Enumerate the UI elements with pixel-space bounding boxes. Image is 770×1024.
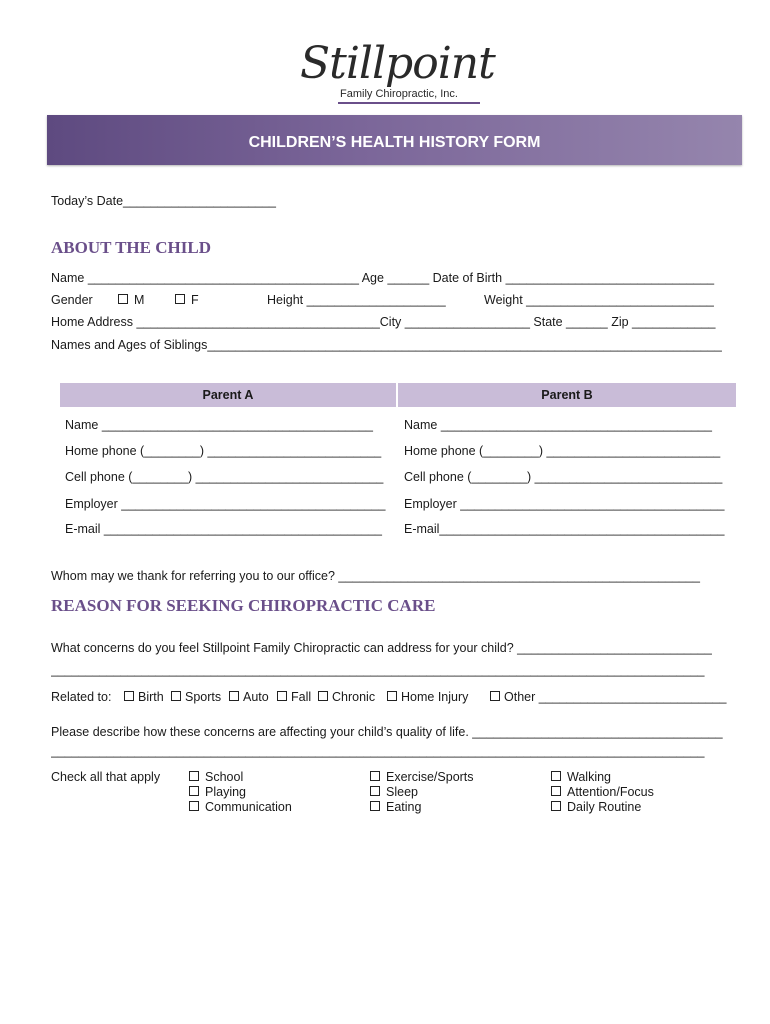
checkbox-icon[interactable] [171, 691, 181, 701]
parent-b-header: Parent B [398, 383, 736, 407]
related-sports-option[interactable]: Sports [171, 690, 221, 704]
checkbox-icon[interactable] [124, 691, 134, 701]
checkbox-icon[interactable] [370, 786, 380, 796]
check-column-2 [370, 770, 474, 815]
check-attention-focus-option[interactable]: Attention/Focus [551, 785, 654, 800]
check-sleep-option[interactable]: Sleep [370, 785, 474, 800]
logo-wordmark: Stillpoint [300, 38, 495, 89]
form-title-banner [47, 115, 742, 165]
gender-label: Gender [51, 293, 93, 307]
referral-field[interactable]: Whom may we thank for referring you to our office? ____________________________________________________ [51, 569, 700, 583]
height-field[interactable]: Height ____________________ [267, 293, 446, 307]
parent-b-name-field[interactable]: Name _______________________________________ [404, 418, 712, 432]
quality-of-life-field[interactable]: Please describe how these concerns are affecting your child’s quality of life. ____________________________________ [51, 725, 723, 739]
check-school-option[interactable]: School [189, 770, 292, 785]
siblings-field[interactable]: Names and Ages of Siblings__________________________________________________________________________ [51, 338, 722, 352]
checkbox-icon[interactable] [370, 801, 380, 811]
parent-b-cell-phone-field[interactable]: Cell phone (________) ___________________________ [404, 470, 723, 484]
concerns-field[interactable]: What concerns do you feel Stillpoint Family Chiropractic can address for your child? ____________________________ [51, 641, 712, 655]
checkbox-icon[interactable] [118, 294, 128, 304]
parent-a-name-field[interactable]: Name _______________________________________ [65, 418, 373, 432]
form-title: CHILDREN’S HEALTH HISTORY FORM [248, 134, 541, 151]
checkbox-icon[interactable] [318, 691, 328, 701]
related-to-label: Related to: [51, 690, 112, 704]
check-exercise-sports-option[interactable]: Exercise/Sports [370, 770, 474, 785]
parent-a-header: Parent A [60, 383, 396, 407]
parent-a-employer-field[interactable]: Employer ______________________________________ [65, 497, 386, 511]
checkbox-icon[interactable] [189, 786, 199, 796]
quality-continuation-line[interactable]: ______________________________________________________________________________________________ [51, 744, 705, 758]
check-column-3 [551, 770, 654, 815]
check-playing-option[interactable]: Playing [189, 785, 292, 800]
checkbox-icon[interactable] [189, 771, 199, 781]
check-communication-option[interactable]: Communication [189, 800, 292, 815]
checkbox-icon[interactable] [229, 691, 239, 701]
checkbox-icon[interactable] [551, 771, 561, 781]
related-fall-option[interactable]: Fall [277, 690, 311, 704]
parent-a-email-field[interactable]: E-mail ________________________________________ [65, 522, 382, 536]
parent-a-cell-phone-field[interactable]: Cell phone (________) ___________________________ [65, 470, 384, 484]
gender-male-option[interactable]: M [118, 293, 144, 307]
logo-underline [338, 102, 480, 104]
checkbox-icon[interactable] [490, 691, 500, 701]
checkbox-icon[interactable] [551, 786, 561, 796]
checkbox-icon[interactable] [277, 691, 287, 701]
reason-heading: REASON FOR SEEKING CHIROPRACTIC CARE [51, 596, 436, 615]
check-walking-option[interactable]: Walking [551, 770, 654, 785]
check-eating-option[interactable]: Eating [370, 800, 474, 815]
checkbox-icon[interactable] [189, 801, 199, 811]
stillpoint-logo [300, 38, 495, 108]
parent-a-home-phone-field[interactable]: Home phone (________) _________________________ [65, 444, 382, 458]
related-birth-option[interactable]: Birth [124, 690, 164, 704]
related-chronic-option[interactable]: Chronic [318, 690, 375, 704]
home-address-field[interactable]: Home Address ___________________________________City __________________ State ______ Zip ____________ [51, 315, 716, 329]
concerns-continuation-line[interactable]: ______________________________________________________________________________________________ [51, 663, 705, 677]
checkbox-icon[interactable] [551, 801, 561, 811]
check-all-label: Check all that apply [51, 770, 161, 784]
logo-subtitle: Family Chiropractic, Inc. [340, 88, 458, 100]
parent-b-employer-field[interactable]: Employer ______________________________________ [404, 497, 725, 511]
about-child-heading: ABOUT THE CHILD [51, 238, 211, 257]
child-name-age-dob-field[interactable]: Name _______________________________________ Age ______ Date of Birth ______________________________ [51, 271, 715, 285]
todays-date-field[interactable]: Today’s Date______________________ [51, 194, 276, 208]
checkbox-icon[interactable] [370, 771, 380, 781]
related-home-injury-option[interactable]: Home Injury [387, 690, 468, 704]
checkbox-icon[interactable] [175, 294, 185, 304]
related-auto-option[interactable]: Auto [229, 690, 269, 704]
weight-field[interactable]: Weight ___________________________ [484, 293, 714, 307]
checkbox-icon[interactable] [387, 691, 397, 701]
parent-b-home-phone-field[interactable]: Home phone (________) _________________________ [404, 444, 721, 458]
gender-female-option[interactable]: F [175, 293, 199, 307]
related-other-option[interactable]: Other ___________________________ [490, 690, 726, 704]
parent-b-email-field[interactable]: E-mail_________________________________________ [404, 522, 725, 536]
check-daily-routine-option[interactable]: Daily Routine [551, 800, 654, 815]
check-column-1 [189, 770, 292, 815]
